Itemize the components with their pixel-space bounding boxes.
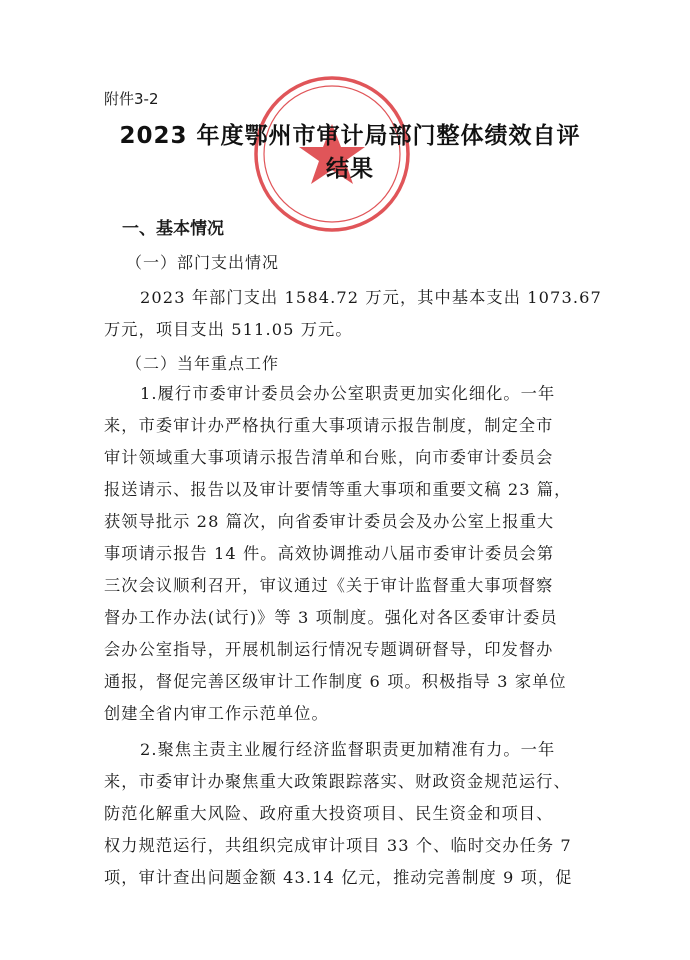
paragraph-line: 督办工作办法(试行)》等 3 项制度。强化对各区委审计委员 — [104, 608, 558, 627]
attachment-label: 附件3-2 — [104, 90, 159, 108]
document-title-line2: 结果 — [326, 156, 374, 182]
paragraph-line: 创建全省内审工作示范单位。 — [104, 704, 329, 723]
paragraph-line: 会办公室指导，开展机制运行情况专题调研督导，印发督办 — [104, 640, 554, 659]
section-heading-basic: 一、基本情况 — [122, 219, 224, 239]
paragraph-line: 防范化解重大风险、政府重大投资项目、民生资金和项目、 — [104, 804, 554, 823]
paragraph-line: 2.聚焦主责主业履行经济监督职责更加精准有力。一年 — [140, 740, 556, 759]
paragraph-line: 2023 年部门支出 1584.72 万元，其中基本支出 1073.67 — [140, 288, 602, 307]
subsection-heading-key-work: （二）当年重点工作 — [126, 354, 280, 373]
paragraph-line: 通报，督促完善区级审计工作制度 6 项。积极指导 3 家单位 — [104, 672, 567, 691]
paragraph-line: 审计领域重大事项请示报告清单和台账，向市委审计委员会 — [104, 448, 554, 467]
paragraph-line: 来，市委审计办聚焦重大政策跟踪落实、财政资金规范运行、 — [104, 772, 571, 791]
paragraph-line: 三次会议顺利召开，审议通过《关于审计监督重大事项督察 — [104, 576, 554, 595]
paragraph-line: 项，审计查出问题金额 43.14 亿元，推动完善制度 9 项，促 — [104, 868, 573, 887]
document-title-line1: 2023 年度鄂州市审计局部门整体绩效自评 — [119, 123, 581, 149]
paragraph-line: 1.履行市委审计委员会办公室职责更加实化细化。一年 — [140, 384, 556, 403]
paragraph-line: 权力规范运行，共组织完成审计项目 33 个、临时交办任务 7 — [104, 836, 572, 855]
paragraph-line: 获领导批示 28 篇次，向省委审计委员会及办公室上报重大 — [104, 512, 555, 531]
paragraph-line: 事项请示报告 14 件。高效协调推动八届市委审计委员会第 — [104, 544, 555, 563]
paragraph-line: 万元，项目支出 511.05 万元。 — [104, 320, 353, 339]
paragraph-line: 来，市委审计办严格执行重大事项请示报告制度，制定全市 — [104, 416, 554, 435]
subsection-heading-expenditure: （一）部门支出情况 — [126, 253, 280, 272]
paragraph-line: 报送请示、报告以及审计要情等重大事项和重要文稿 23 篇， — [104, 480, 572, 499]
